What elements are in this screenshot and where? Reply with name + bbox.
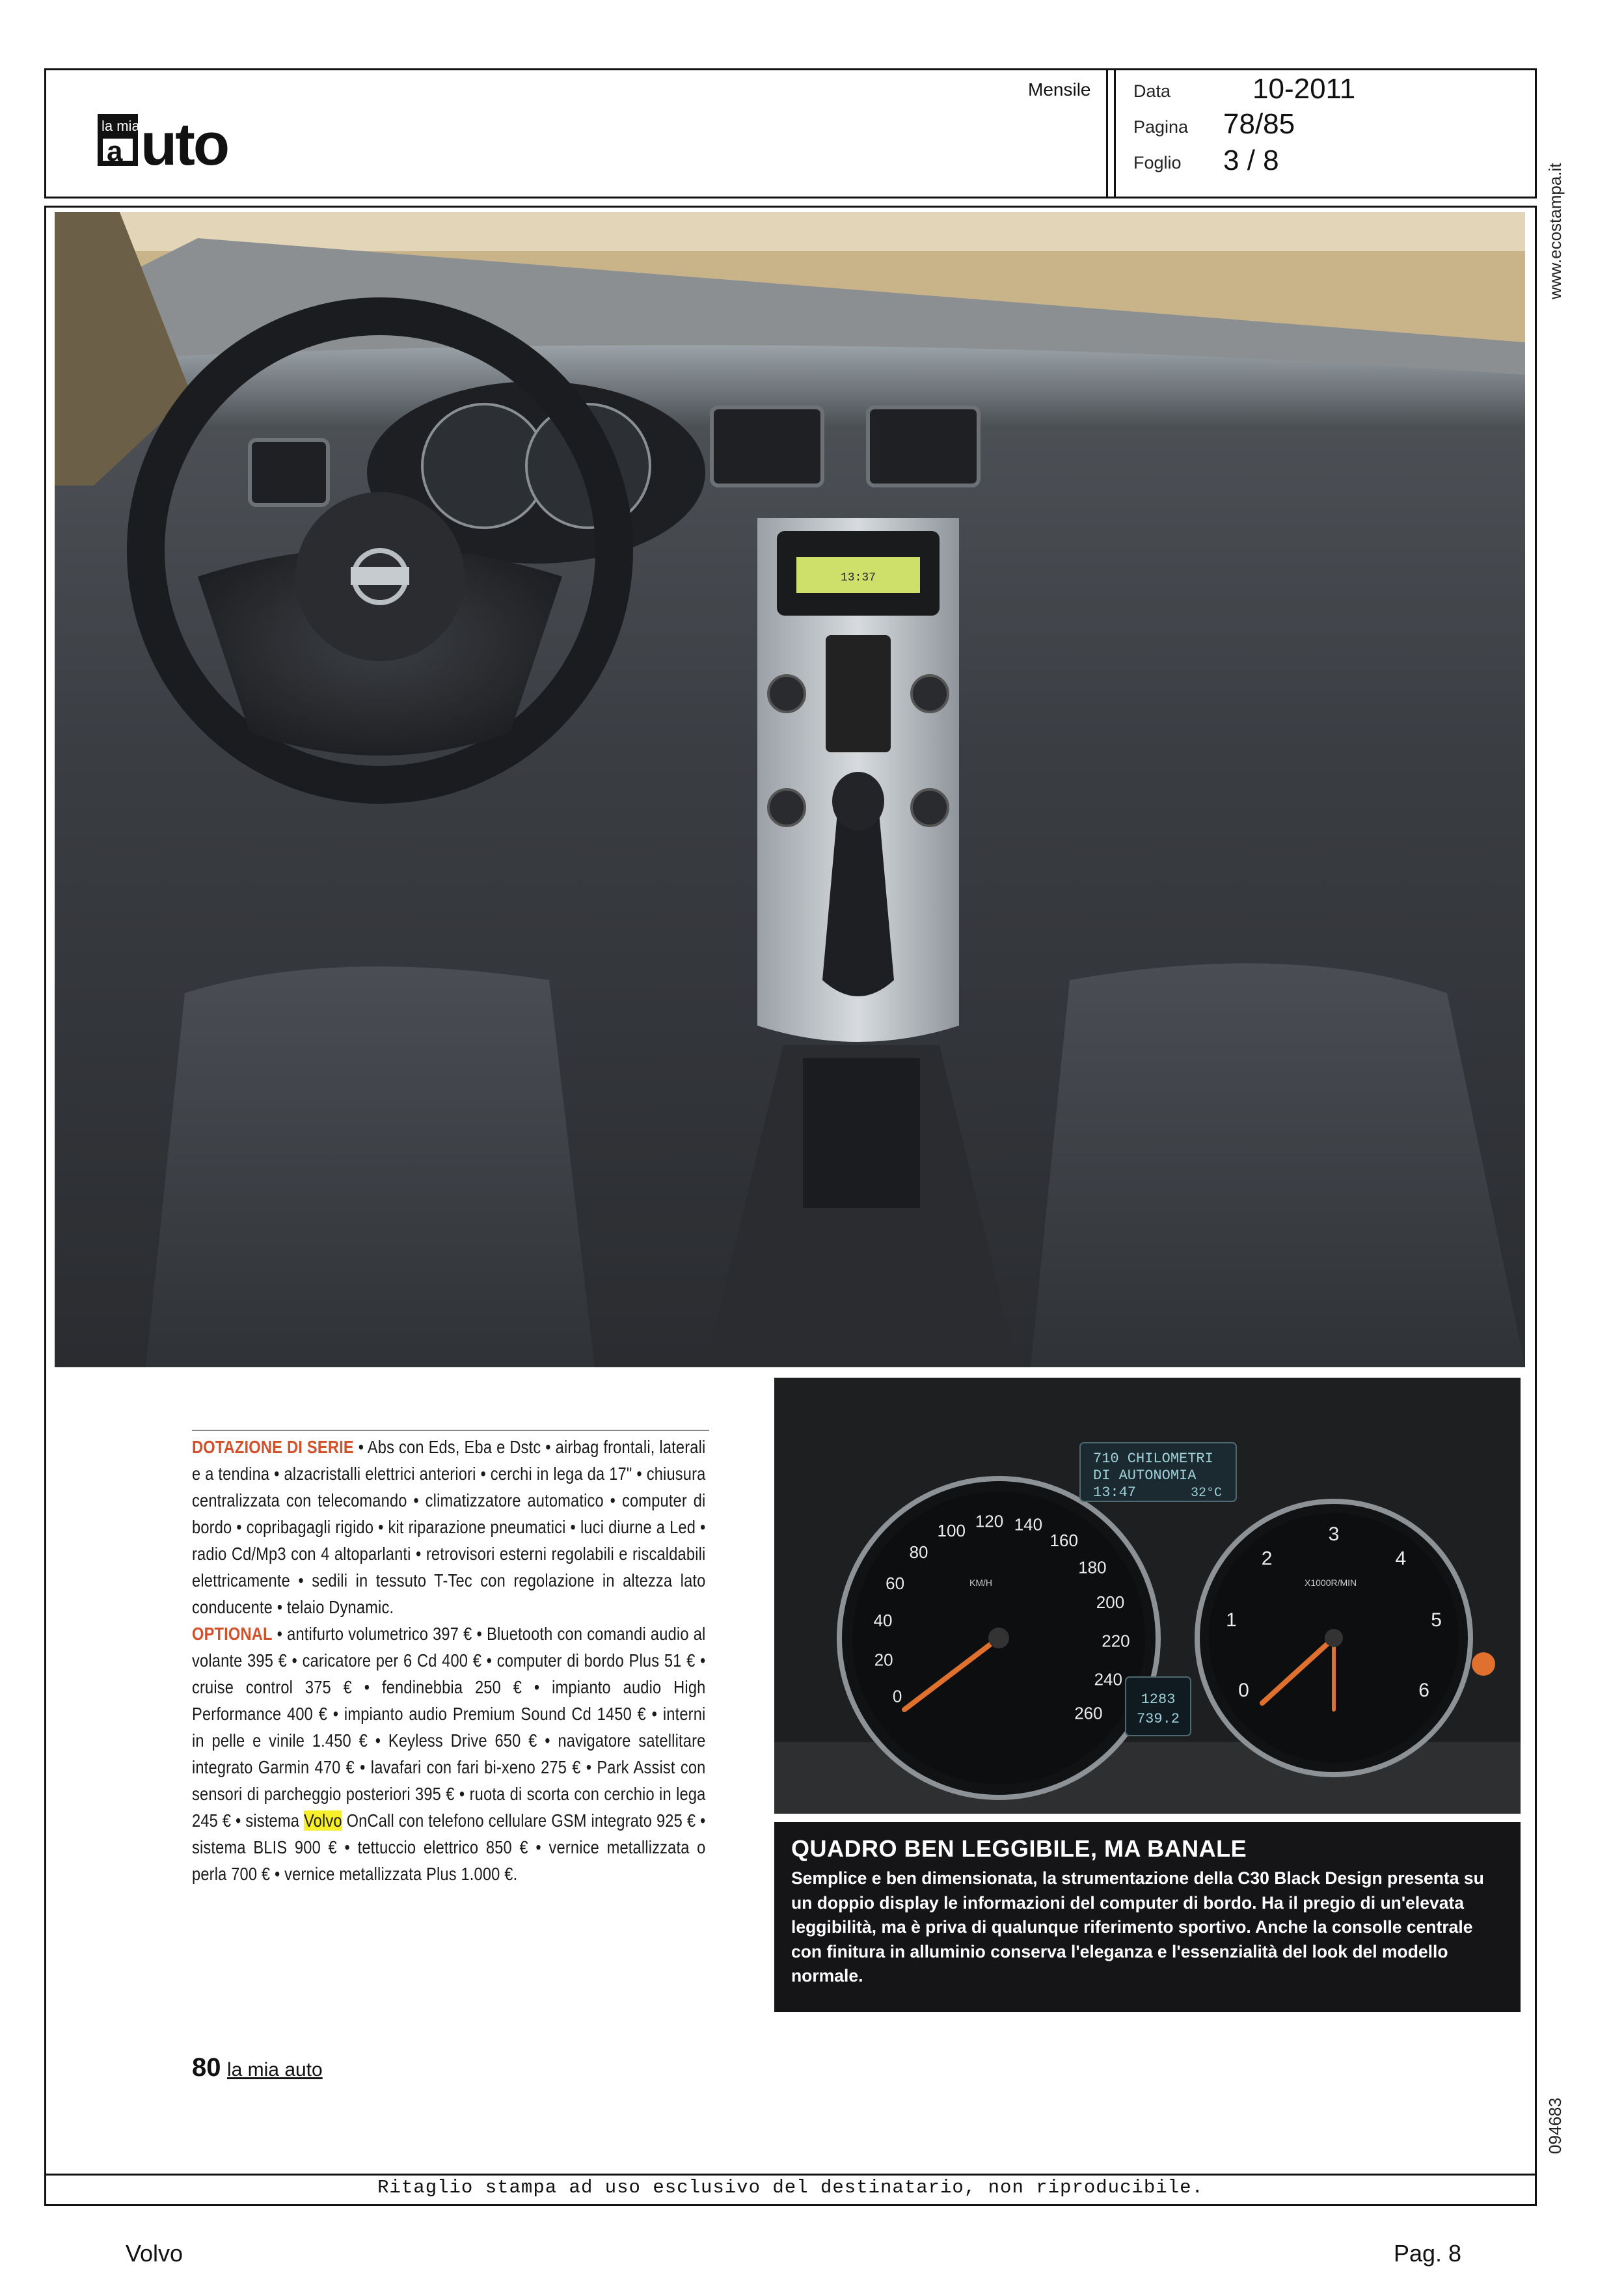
gauge-tick-label: 3	[1328, 1523, 1340, 1545]
optional-body-1: • antifurto volumetrico 397 € • Bluetooth con comandi audio al volante 395 € • caricatore per 6 Cd 400 € • computer di bordo Plus 51 € • cruise control 375 € • fendinebbia 250 € • impianto audio High Performance 400 € • impianto audio Premium Sound Cd 1450 € • interni in pelle e vinile 1.450 € • Keyless Drive 650 € • navigatore satellitare integrato Garmin 470 € • lavafari con fari bi-xeno 275 € • Park Assist con sensori di parcheggio posteriori 395 € • ruota di scorta con cerchio in lega 245 € • sistema	[192, 1624, 706, 1831]
brand-footer: Volvo	[126, 2240, 183, 2267]
optional-heading: OPTIONAL	[192, 1624, 273, 1644]
foglio-value: 3 / 8	[1223, 144, 1279, 176]
foglio-label: Foglio	[1133, 153, 1182, 172]
gauge-tick-label: 260	[1074, 1703, 1103, 1723]
footer-line	[44, 2174, 1537, 2176]
gauge-tick-label: 60	[886, 1574, 905, 1594]
gauge-tick-label: 20	[874, 1650, 893, 1670]
gauge-tick-label: 120	[975, 1511, 1004, 1531]
volvo-highlight: Volvo	[303, 1810, 342, 1831]
data-value: 10-2011	[1252, 73, 1356, 105]
page-magazine: la mia auto	[226, 2059, 323, 2081]
warning-light-icon	[1472, 1652, 1495, 1676]
gauge-tick-label: 160	[1049, 1531, 1078, 1551]
data-label: Data	[1133, 81, 1171, 101]
odometer-2: 739.2	[1136, 1711, 1180, 1727]
radio-display-text: 13:37	[840, 571, 876, 584]
gauge-tick-label: 6	[1418, 1680, 1429, 1701]
logo-small-text: la mia	[102, 118, 140, 134]
pagina-label: Pagina	[1133, 117, 1189, 137]
trip-time: 13:47	[1093, 1484, 1137, 1501]
dotazione-paragraph	[192, 1434, 705, 1620]
speed-unit: KM/H	[969, 1577, 992, 1588]
rpm-unit: X1000R/MIN	[1305, 1577, 1357, 1588]
instrument-cluster-photo	[774, 1378, 1521, 1814]
periodicity: Mensile	[1028, 79, 1091, 100]
dotazione-body: • Abs con Eds, Eba e Dstc • airbag frontali, laterali e a tendina • alzacristalli elettrici anteriori • cerchi in lega da 17" • chiusura centralizzata con telecomando • climatizzatore automatico • computer di bordo • copribagagli rigido • kit riparazione pneumatici • luci diurne a Led • radio Cd/Mp3 con 4 altoparlanti • retrovisori esterni regolabili e riscaldabili elettricamente • sedili in tessuto T-Tec con regolazione in altezza lato conducente • telaio Dynamic.	[192, 1437, 706, 1617]
trip-temp: 32°C	[1191, 1486, 1223, 1501]
optional-paragraph	[192, 1620, 705, 1887]
page-number: 80	[192, 2053, 221, 2082]
interior-photo	[55, 212, 1525, 1367]
gauge-tick-label: 220	[1102, 1631, 1130, 1651]
cluster-illustration	[774, 1378, 1521, 1814]
magazine-logo	[98, 107, 273, 172]
gauge-tick-label: 40	[873, 1611, 893, 1631]
gauge-tick-label: 140	[1014, 1514, 1043, 1535]
optional-body-2: OnCall con telefono cellulare GSM integrato 925 € • sistema BLIS 900 € • tettuccio elettrico 850 € • vernice metallizzata o perla 700 € • vernice metallizzata Plus 1.000 €.	[192, 1810, 706, 1884]
gauge-tick-label: 2	[1261, 1548, 1273, 1570]
gauge-tick-label: 5	[1431, 1609, 1442, 1631]
gauge-tick-label: 0	[892, 1686, 902, 1706]
caption-title: QUADRO BEN LEGGIBILE, MA BANALE	[791, 1835, 1247, 1862]
side-code: 094683	[1545, 2097, 1565, 2154]
reproduction-notice: Ritaglio stampa ad uso esclusivo del destinatario, non riproducibile.	[377, 2177, 1204, 2198]
gauge-tick-label: 100	[937, 1521, 966, 1541]
dotazione-heading: DOTAZIONE DI SERIE	[192, 1437, 354, 1457]
odometer-1: 1283	[1141, 1691, 1176, 1708]
gauge-tick-label: 240	[1094, 1669, 1122, 1689]
photo-caption	[774, 1822, 1521, 2012]
gauge-tick-label: 180	[1078, 1557, 1107, 1577]
trip-line2: DI AUTONOMIA	[1093, 1467, 1197, 1484]
header-divider	[1106, 68, 1108, 198]
page-footer-number: Pag. 8	[1394, 2240, 1462, 2267]
gauge-tick-label: 4	[1395, 1548, 1407, 1570]
interior-illustration	[55, 212, 1525, 1367]
gauge-tick-label: 1	[1226, 1609, 1237, 1631]
caption-body: Semplice e ben dimensionata, la strumentazione della C30 Black Design presenta su un doppio display le informazioni del computer di bordo. Ha il pregio di un'elevata leggibilità, ma è priva di qualunque riferimento sportivo. Anche la consolle centrale con finitura in alluminio conserva l'eleganza e l'essenzialità del look del modello normale.	[791, 1868, 1484, 1986]
gauge-tick-label: 80	[909, 1542, 928, 1563]
page-footer	[192, 2053, 323, 2082]
svg-text:uto: uto	[141, 111, 228, 172]
pagina-value: 78/85	[1223, 108, 1295, 140]
header-divider	[1114, 68, 1116, 198]
side-url: www.ecostampa.it	[1545, 163, 1565, 299]
svg-text:a: a	[107, 135, 123, 167]
gauge-tick-label: 200	[1096, 1592, 1125, 1612]
gauge-tick-label: 0	[1238, 1680, 1249, 1701]
article-text	[192, 1428, 705, 1887]
trip-line1: 710 CHILOMETRI	[1093, 1451, 1213, 1467]
